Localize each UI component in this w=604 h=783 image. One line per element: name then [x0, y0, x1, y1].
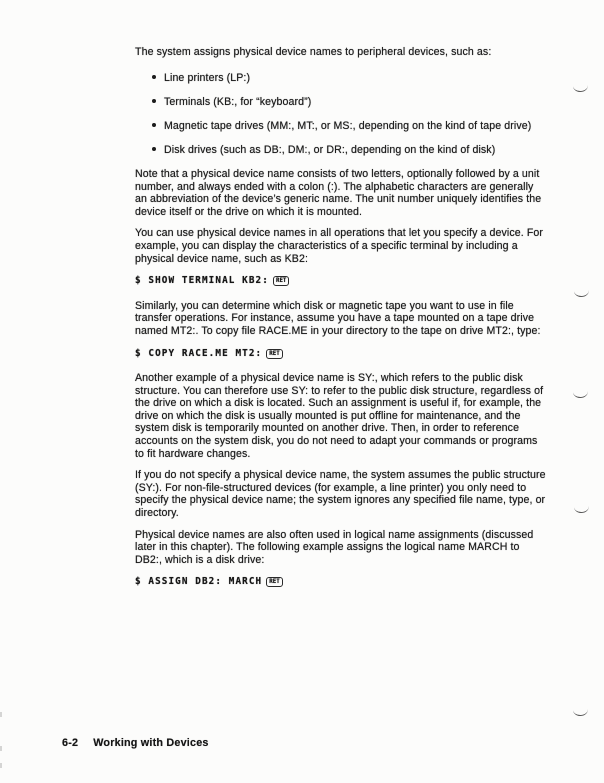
- paragraph-use: You can use physical device names in all operations that let you specify a device. For example, you can display the characteristics of a specific terminal by including a physical device name, such as KB2:: [135, 227, 544, 265]
- page-curl-mark: [574, 290, 589, 298]
- return-key-icon: RET: [273, 276, 289, 286]
- paragraph-no-specify: If you do not specify a physical device name, the system assumes the public structure (SY:). For non-file-structured devices (for example, a line printer) you only need to specify the physical device name; the system ignores any specified file name, type, or directory.: [135, 469, 546, 520]
- paragraph-another: Another example of a physical device name is SY:, which refers to the public disk structure. You can therefore use SY: to refer to the public disk structure, regardless of the drive on which a disk is located. Such an assignment is useful if, for example, the drive on which the disk is usually mounted is put offline for maintenance, and the system disk is temporarily mounted on another drive. Then, in order to reference accounts on the system disk, you do not need to adapt your commands or programs to fit hardware changes.: [135, 372, 544, 460]
- page-curl-mark: [574, 506, 589, 514]
- list-item: [152, 72, 547, 85]
- bullet-text: Magnetic tape drives (MM:, MT:, or MS:, depending on the kind of tape drive): [164, 119, 532, 132]
- page-curl-mark: [573, 85, 588, 93]
- paragraph-logical: Physical device names are also often used in logical name assignments (discussed later in this chapter). The following example assigns the logical name MARCH to DB2:, which is a disk drive:: [135, 528, 534, 566]
- scan-speck: [0, 746, 2, 751]
- bullet-icon: [152, 123, 156, 127]
- page-curl-mark: [573, 391, 588, 399]
- page-number: 6-2: [62, 737, 79, 749]
- paragraph-similarly: Similarly, you can determine which disk or magnetic tape you want to use in file transfer operations. For instance, assume you have a tape mounted on a tape drive named MT2:. To copy file RACE.ME in your directory to the tape on drive MT2:, type:: [135, 299, 541, 337]
- command-text: $ COPY RACE.ME MT2:: [135, 347, 263, 359]
- bullet-text: Disk drives (such as DB:, DM:, or DR:, depending on the kind of disk): [164, 143, 496, 156]
- bullet-icon: [152, 75, 156, 79]
- list-item: [152, 144, 547, 157]
- bullet-icon: [152, 99, 156, 103]
- command-line-assign: [135, 576, 547, 589]
- page-body: [135, 46, 547, 601]
- scan-speck: [0, 712, 2, 717]
- list-item: [152, 96, 547, 109]
- command-line-copy: [135, 348, 547, 361]
- bullet-text: Terminals (KB:, for “keyboard”): [164, 95, 312, 108]
- paragraph-note: Note that a physical device name consists of two letters, optionally followed by a unit number, and always ended with a colon (:). The alphabetic characters are generally an abbreviation of the device’s generic name. The unit number uniquely identifies the device itself or the drive on which it is mounted.: [135, 167, 542, 218]
- command-text: $ ASSIGN DB2: MARCH: [135, 576, 263, 588]
- bullet-text: Line printers (LP:): [164, 71, 251, 84]
- page-curl-mark: [573, 709, 588, 717]
- footer-section-title: Working with Devices: [93, 737, 209, 749]
- intro-paragraph: The system assigns physical device names to peripheral devices, such as:: [135, 46, 492, 58]
- command-line-show-terminal: [135, 275, 547, 288]
- bullet-icon: [152, 147, 156, 151]
- return-key-icon: RET: [266, 577, 282, 587]
- list-item: [152, 120, 547, 133]
- scan-speck: [0, 763, 2, 768]
- return-key-icon: RET: [266, 349, 282, 359]
- command-text: $ SHOW TERMINAL KB2:: [135, 275, 269, 287]
- device-bullet-list: [135, 72, 547, 157]
- page-footer: [62, 737, 209, 749]
